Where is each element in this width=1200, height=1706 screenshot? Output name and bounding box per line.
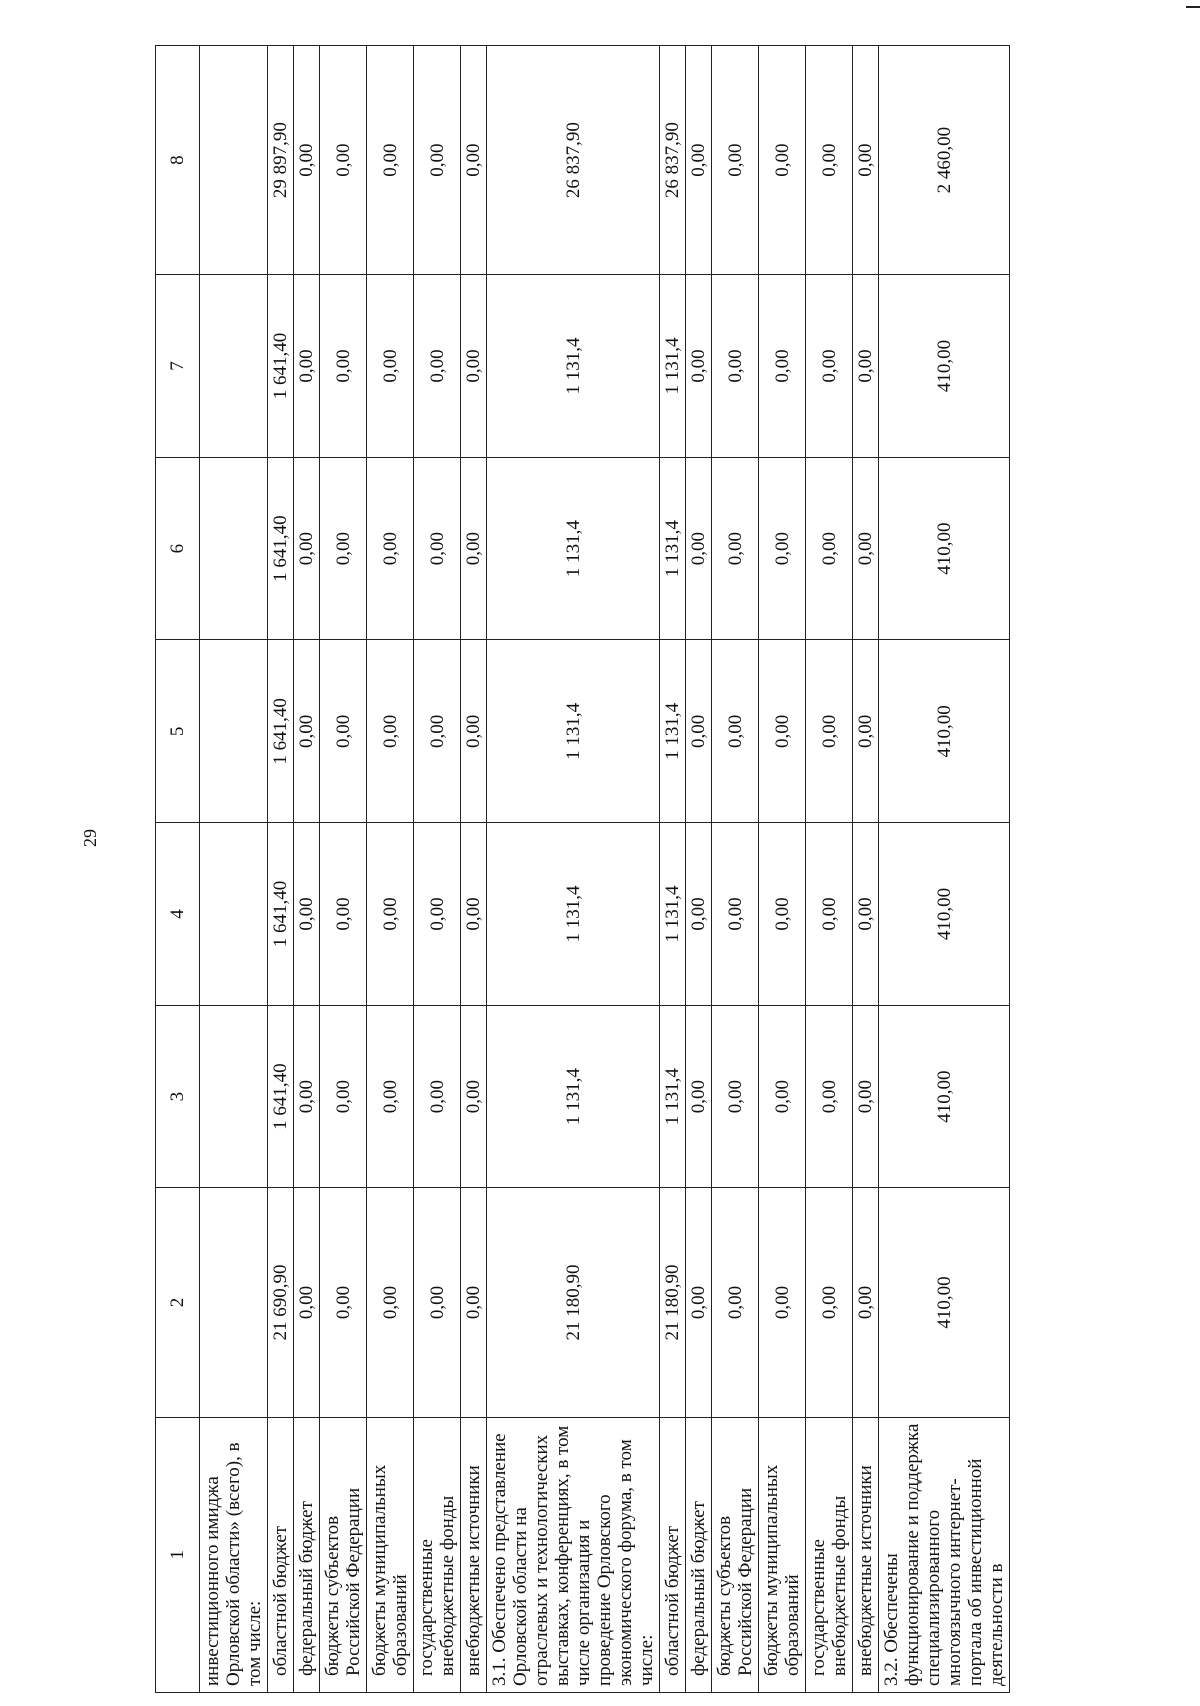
value-cell: 0,00 (367, 1005, 414, 1188)
value-cell: 0,00 (414, 275, 461, 458)
value-cell: 0,00 (461, 457, 487, 640)
value-cell: 0,00 (367, 46, 414, 275)
value-cell: 0,00 (686, 640, 712, 823)
value-cell: 0,00 (759, 640, 806, 823)
value-cell: 1 641,40 (268, 1005, 294, 1188)
table-row (200, 46, 268, 1693)
value-cell: 0,00 (853, 1005, 879, 1188)
value-cell: 1 131,4 (660, 823, 686, 1006)
value-cell: 1 641,40 (268, 823, 294, 1006)
value-cell: 0,00 (806, 457, 853, 640)
value-cell: 0,00 (806, 1188, 853, 1417)
table-row (660, 46, 686, 1693)
table-row (806, 46, 853, 1693)
header-cell: 8 (156, 46, 200, 275)
budget-table (155, 45, 1010, 1693)
value-cell: 0,00 (461, 1005, 487, 1188)
value-cell (200, 1005, 268, 1188)
value-cell: 2 460,00 (879, 46, 1010, 275)
value-cell: 410,00 (879, 640, 1010, 823)
value-cell (200, 275, 268, 458)
value-cell: 0,00 (320, 1005, 367, 1188)
header-row (156, 46, 200, 1693)
value-cell (200, 823, 268, 1006)
table-row (712, 46, 759, 1693)
value-cell: 0,00 (806, 640, 853, 823)
table-row (320, 46, 367, 1693)
value-cell: 0,00 (294, 275, 320, 458)
table-row (686, 46, 712, 1693)
value-cell: 21 180,90 (660, 1188, 686, 1417)
value-cell (200, 46, 268, 275)
value-cell: 0,00 (712, 275, 759, 458)
row-label: бюджеты субъектов Российской Федерации (712, 1417, 759, 1692)
value-cell: 0,00 (806, 275, 853, 458)
value-cell: 0,00 (853, 1188, 879, 1417)
value-cell: 0,00 (414, 1005, 461, 1188)
row-label: бюджеты субъектов Российской Федерации (320, 1417, 367, 1692)
row-label: государственные внебюджетные фонды (414, 1417, 461, 1692)
value-cell: 0,00 (414, 457, 461, 640)
value-cell: 1 131,4 (487, 457, 660, 640)
value-cell: 0,00 (367, 457, 414, 640)
table-row (853, 46, 879, 1693)
value-cell: 0,00 (759, 46, 806, 275)
row-label: бюджеты муниципальных образований (367, 1417, 414, 1692)
row-label: 3.2. Обеспечены функционирование и поддержка специализированного многоязычного интернет-портала об инвестиционной деятельности в (879, 1417, 1010, 1692)
value-cell: 410,00 (879, 1005, 1010, 1188)
value-cell: 0,00 (853, 640, 879, 823)
value-cell: 0,00 (686, 275, 712, 458)
value-cell: 0,00 (759, 275, 806, 458)
value-cell: 410,00 (879, 1188, 1010, 1417)
value-cell: 1 131,4 (487, 640, 660, 823)
value-cell: 0,00 (320, 640, 367, 823)
value-cell: 0,00 (853, 823, 879, 1006)
value-cell: 26 837,90 (487, 46, 660, 275)
value-cell (200, 457, 268, 640)
value-cell: 0,00 (414, 46, 461, 275)
value-cell: 0,00 (712, 1188, 759, 1417)
value-cell: 0,00 (367, 823, 414, 1006)
value-cell: 0,00 (686, 46, 712, 275)
value-cell: 1 641,40 (268, 457, 294, 640)
value-cell: 29 897,90 (268, 46, 294, 275)
value-cell: 1 131,4 (487, 1005, 660, 1188)
value-cell: 0,00 (686, 1005, 712, 1188)
header-cell: 1 (156, 1417, 200, 1692)
value-cell: 410,00 (879, 823, 1010, 1006)
budget-table-container (155, 45, 1005, 1693)
value-cell: 0,00 (686, 457, 712, 640)
value-cell: 410,00 (879, 275, 1010, 458)
value-cell: 0,00 (414, 1188, 461, 1417)
header-cell: 2 (156, 1188, 200, 1417)
value-cell: 0,00 (461, 1188, 487, 1417)
value-cell: 21 690,90 (268, 1188, 294, 1417)
value-cell: 26 837,90 (660, 46, 686, 275)
value-cell: 0,00 (294, 823, 320, 1006)
value-cell: 0,00 (853, 46, 879, 275)
value-cell: 0,00 (414, 823, 461, 1006)
value-cell: 1 131,4 (487, 275, 660, 458)
value-cell: 0,00 (806, 1005, 853, 1188)
page-edge-mark (1186, 6, 1200, 8)
value-cell: 0,00 (367, 275, 414, 458)
row-label: внебюджетные источники (853, 1417, 879, 1692)
row-label: государственные внебюджетные фонды (806, 1417, 853, 1692)
value-cell: 0,00 (320, 275, 367, 458)
value-cell: 0,00 (294, 457, 320, 640)
value-cell: 0,00 (759, 1188, 806, 1417)
value-cell: 1 131,4 (660, 1005, 686, 1188)
table-row (759, 46, 806, 1693)
value-cell: 0,00 (461, 823, 487, 1006)
header-cell: 4 (156, 823, 200, 1006)
value-cell: 21 180,90 (487, 1188, 660, 1417)
value-cell: 0,00 (712, 1005, 759, 1188)
value-cell: 0,00 (712, 640, 759, 823)
value-cell: 0,00 (461, 640, 487, 823)
table-row (414, 46, 461, 1693)
value-cell: 0,00 (759, 1005, 806, 1188)
table-row (879, 46, 1010, 1693)
row-label: бюджеты муниципальных образований (759, 1417, 806, 1692)
value-cell: 0,00 (712, 457, 759, 640)
value-cell: 0,00 (686, 823, 712, 1006)
page-number: 29 (80, 829, 100, 847)
row-label: федеральный бюджет (686, 1417, 712, 1692)
header-cell: 6 (156, 457, 200, 640)
value-cell: 0,00 (461, 275, 487, 458)
value-cell: 0,00 (294, 1188, 320, 1417)
value-cell: 0,00 (320, 457, 367, 640)
row-label: федеральный бюджет (294, 1417, 320, 1692)
value-cell: 1 131,4 (660, 275, 686, 458)
value-cell: 0,00 (294, 46, 320, 275)
table-row (461, 46, 487, 1693)
row-label: 3.1. Обеспечено представление Орловской области на отраслевых и технологических выставках, конференциях, в том числе организация и проведение Орловского экономического форума, в том числе: (487, 1417, 660, 1692)
row-label: инвестиционного имиджа Орловской области» (всего), в том числе: (200, 1417, 268, 1692)
table-row (487, 46, 660, 1693)
value-cell: 1 131,4 (487, 823, 660, 1006)
value-cell: 0,00 (806, 823, 853, 1006)
value-cell: 0,00 (294, 640, 320, 823)
table-row (294, 46, 320, 1693)
value-cell (200, 1188, 268, 1417)
value-cell: 1 131,4 (660, 457, 686, 640)
value-cell: 0,00 (320, 1188, 367, 1417)
value-cell: 0,00 (853, 275, 879, 458)
value-cell: 0,00 (806, 46, 853, 275)
header-cell: 7 (156, 275, 200, 458)
row-label: внебюджетные источники (461, 1417, 487, 1692)
value-cell: 410,00 (879, 457, 1010, 640)
header-cell: 5 (156, 640, 200, 823)
row-label: областной бюджет (268, 1417, 294, 1692)
table-row (367, 46, 414, 1693)
value-cell: 0,00 (320, 46, 367, 275)
table-row (268, 46, 294, 1693)
value-cell: 0,00 (686, 1188, 712, 1417)
value-cell: 0,00 (461, 46, 487, 275)
value-cell: 0,00 (367, 1188, 414, 1417)
value-cell: 0,00 (853, 457, 879, 640)
value-cell: 0,00 (414, 640, 461, 823)
value-cell: 0,00 (294, 1005, 320, 1188)
value-cell: 0,00 (320, 823, 367, 1006)
value-cell: 1 641,40 (268, 275, 294, 458)
header-cell: 3 (156, 1005, 200, 1188)
value-cell: 1 641,40 (268, 640, 294, 823)
value-cell: 0,00 (759, 457, 806, 640)
row-label: областной бюджет (660, 1417, 686, 1692)
value-cell: 0,00 (712, 46, 759, 275)
value-cell: 0,00 (712, 823, 759, 1006)
value-cell: 0,00 (367, 640, 414, 823)
value-cell: 1 131,4 (660, 640, 686, 823)
value-cell (200, 640, 268, 823)
value-cell: 0,00 (759, 823, 806, 1006)
